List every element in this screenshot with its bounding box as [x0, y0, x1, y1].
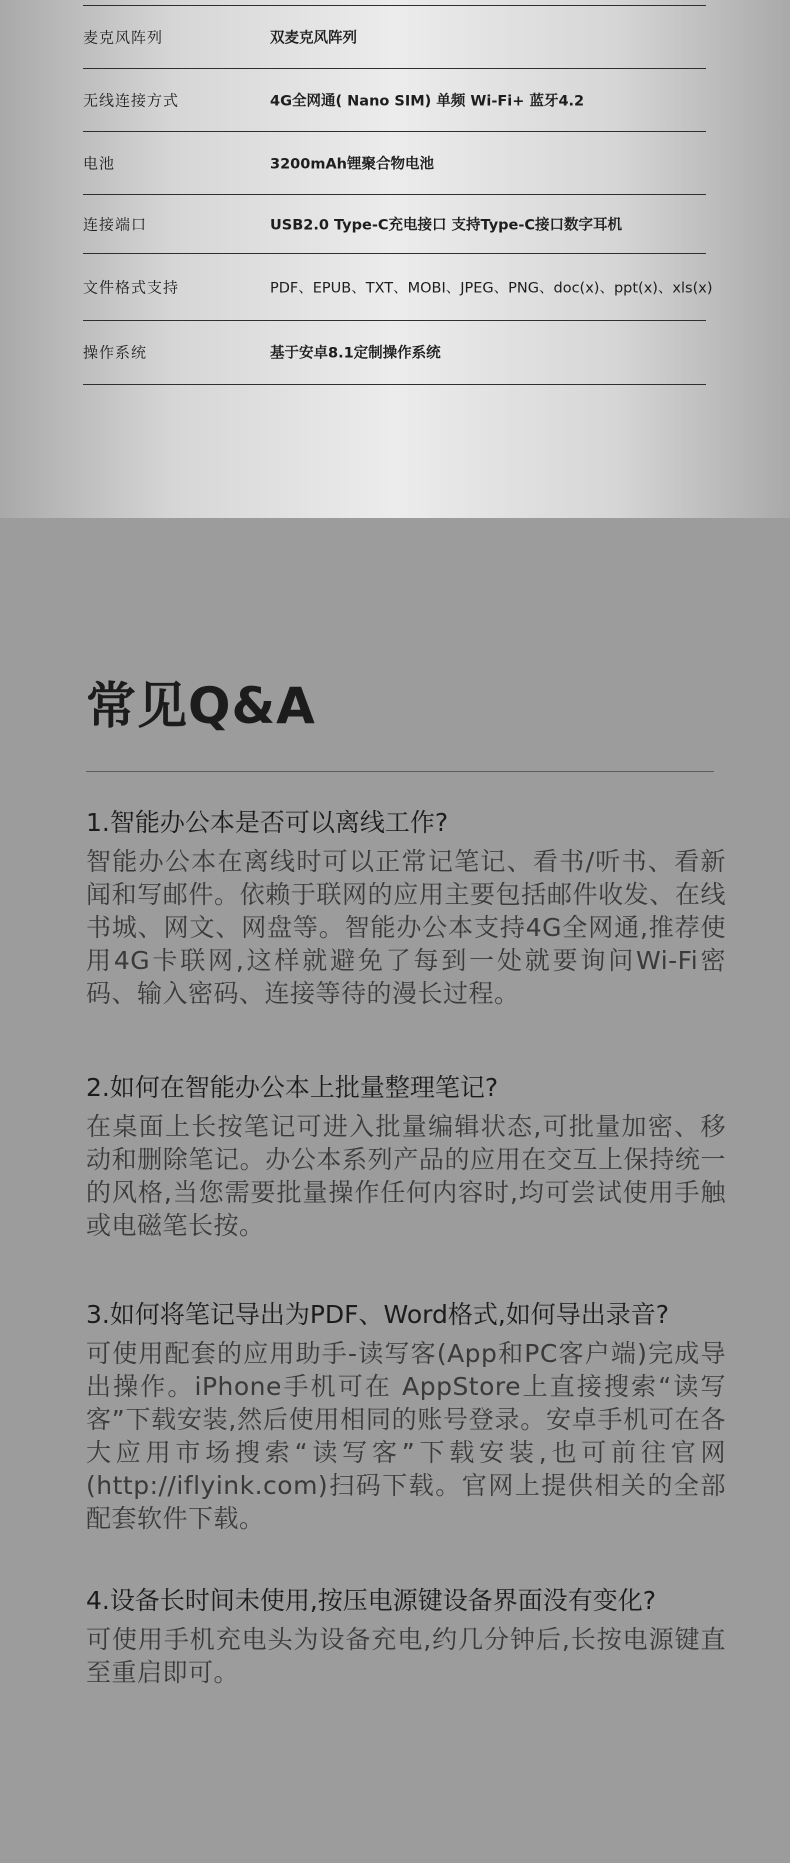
- spec-row-battery: [83, 131, 706, 195]
- qa-title: 常见Q&A: [86, 677, 316, 735]
- spec-key: 电池: [83, 154, 116, 172]
- spec-value: USB2.0 Type-C充电接口 支持Type-C接口数字耳机: [270, 217, 623, 233]
- spec-value: 3200mAh锂聚合物电池: [270, 156, 435, 172]
- spec-value: PDF、EPUB、TXT、MOBI、JPEG、PNG、doc(x)、ppt(x)、xls(x): [270, 280, 713, 296]
- spec-value: 基于安卓8.1定制操作系统: [270, 345, 441, 362]
- qa-answer: 在桌面上长按笔记可进入批量编辑状态,可批量加密、移动和删除笔记。办公本系列产品的应用在交互上保持统一的风格,当您需要批量操作任何内容时,均可尝试使用手触或电磁笔长按。: [86, 1112, 726, 1240]
- qa-question: 1.智能办公本是否可以离线工作?: [86, 808, 449, 837]
- spec-key: 麦克风阵列: [83, 28, 164, 46]
- qa-answer: 智能办公本在离线时可以正常记笔记、看书/听书、看新闻和写邮件。依赖于联网的应用主要包括邮件收发、在线书城、网文、网盘等。智能办公本支持4G全网通,推荐使用4G卡联网,这样就避免了每到一处就要询问Wi-Fi密码、输入密码、连接等待的漫长过程。: [86, 847, 726, 1008]
- spec-row-microphone: [83, 5, 706, 69]
- spec-key: 无线连接方式: [83, 91, 180, 109]
- qa-item-3: [86, 1295, 726, 1535]
- qa-title-divider: [86, 771, 714, 772]
- spec-value: 双麦克风阵列: [270, 30, 357, 46]
- spec-key: 文件格式支持: [83, 278, 180, 296]
- spec-value: 4G全网通( Nano SIM) 单频 Wi-Fi+ 蓝牙4.2: [270, 93, 585, 109]
- qa-answer: 可使用配套的应用助手-读写客(App和PC客户端)完成导出操作。iPhone手机可在 AppStore上直接搜索“读写客”下载安装,然后使用相同的账号登录。安卓手机可在各大应用市场搜索“读写客”下载安装,也可前往官网(http://iflyink.com)扫码下载。官网上提供相关的全部配套软件下载。: [86, 1339, 726, 1533]
- qa-question: 2.如何在智能办公本上批量整理笔记?: [86, 1073, 499, 1102]
- qa-item-4: [86, 1581, 726, 1689]
- spec-key: 连接端口: [83, 215, 148, 233]
- spec-row-wireless: [83, 68, 706, 132]
- qa-question: 3.如何将笔记导出为PDF、Word格式,如何导出录音?: [86, 1300, 670, 1329]
- qa-question: 4.设备长时间未使用,按压电源键设备界面没有变化?: [86, 1586, 657, 1615]
- qa-answer: 可使用手机充电头为设备充电,约几分钟后,长按电源键直至重启即可。: [86, 1625, 726, 1687]
- spec-key: 操作系统: [83, 343, 148, 362]
- qa-item-1: [86, 803, 726, 1010]
- qa-item-2: [86, 1068, 726, 1242]
- spec-row-ports: [83, 194, 706, 254]
- spec-section: [0, 0, 790, 518]
- spec-row-os: [83, 320, 706, 385]
- spec-row-file-formats: [83, 253, 713, 321]
- qa-section: [0, 518, 790, 1863]
